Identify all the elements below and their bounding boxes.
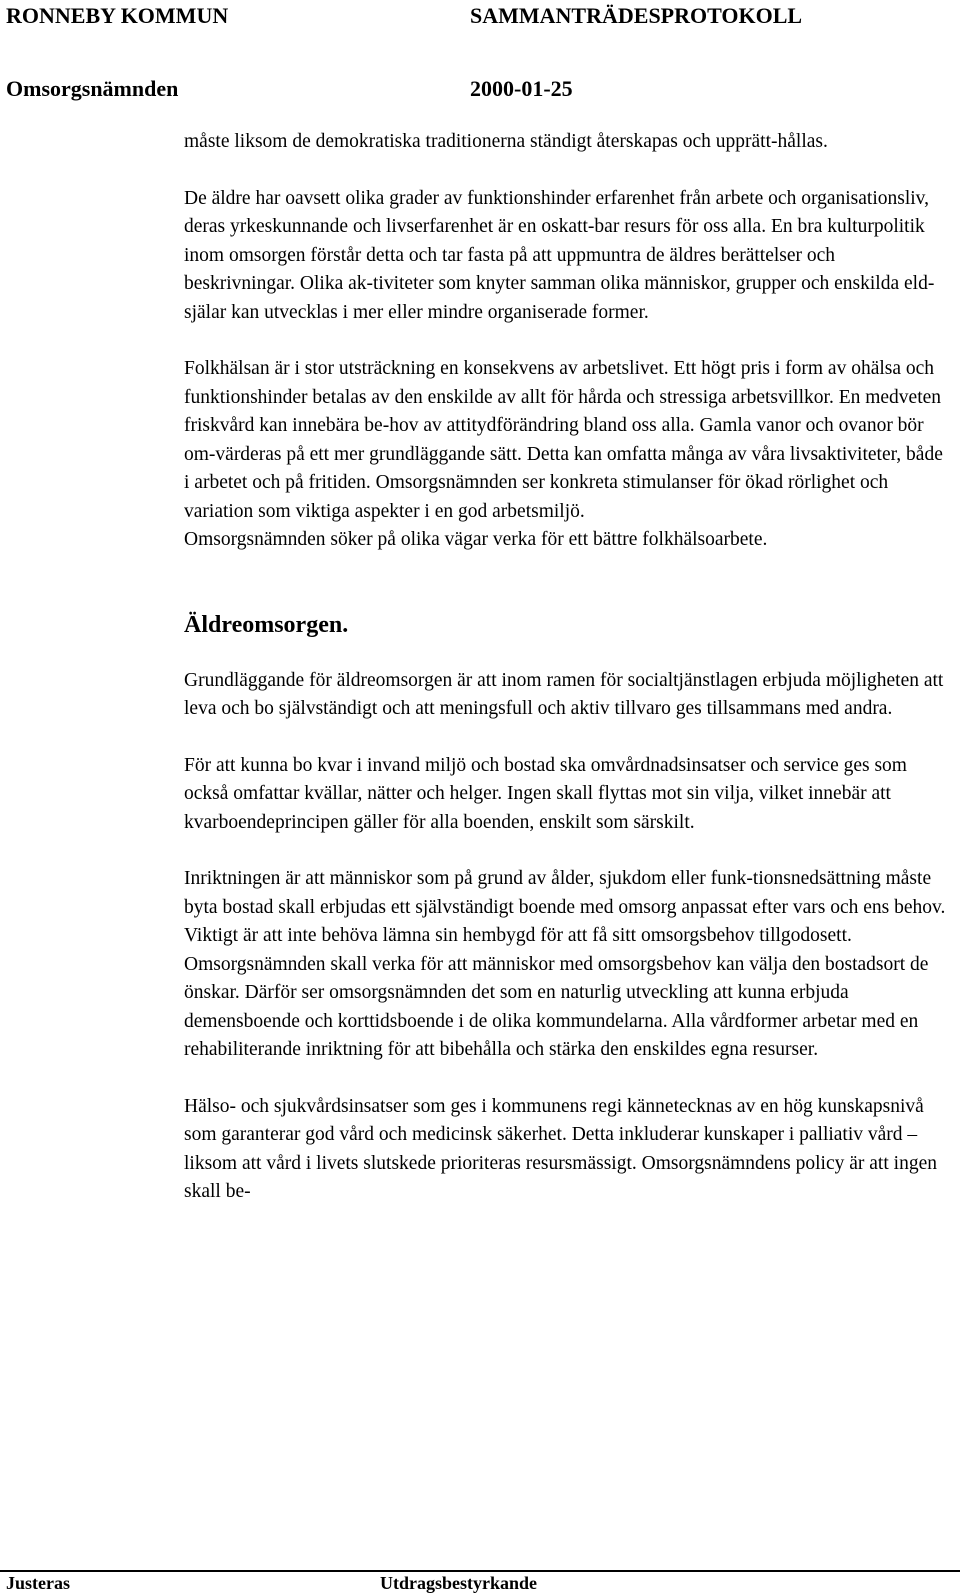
municipality-name: RONNEBY KOMMUN bbox=[6, 3, 229, 28]
paragraph: måste liksom de demokratiska traditionerna ständigt återskapas och upprätt-hållas. bbox=[184, 131, 828, 152]
document-type: SAMMANTRÄDESPROTOKOLL bbox=[470, 3, 803, 28]
paragraph: För att kunna bo kvar i invand miljö och bostad ska omvårdnadsinsatser och service ges som också omfattar kvällar, nätter och helger. Ingen skall flyttas mot sin vilja, vilket innebär att kvarboendeprincipen gäller för alla boenden, enskilt som särskilt. bbox=[184, 754, 907, 833]
paragraph: Omsorgsnämnden söker på olika vägar verka för ett bättre folkhälsoarbete. bbox=[184, 529, 768, 550]
footer-utdragsbestyrkande: Utdragsbestyrkande bbox=[380, 1573, 538, 1593]
paragraph: Viktigt är att inte behöva lämna sin hembygd för att få sitt omsorgsbehov tillgodosett. bbox=[184, 925, 852, 946]
footer-justeras: Justeras bbox=[6, 1573, 70, 1593]
section-heading: Äldreomsorgen. bbox=[184, 611, 349, 638]
meeting-date: 2000-01-25 bbox=[470, 76, 573, 101]
paragraph: Inriktningen är att människor som på grund av ålder, sjukdom eller funk-tionsnedsättning måste byta bostad skall erbjudas ett självständigt boende med omsorg anpassat efter vars och ens behov. bbox=[184, 868, 946, 918]
paragraph: Folkhälsan är i stor utsträckning en konsekvens av arbetslivet. Ett högt pris i form av ohälsa och funktionshinder betalas av den enskilde av allt för hårda och stressiga arbetsvillkor. En medveten friskvård kan innebära be-hov av attitydförändring bland oss alla. Gamla vanor och ovanor bör om-värderas på ett mer grundläggande sätt. Detta kan omfatta många av våra livsaktiviteter, både i arbetet och på fritiden. Omsorgsnämnden ser konkreta stimulanser för ökad rörlighet och variation som viktiga aspekter i en god arbetsmiljö. bbox=[184, 358, 943, 522]
document-body bbox=[184, 128, 950, 1207]
paragraph: Grundläggande för äldreomsorgen är att inom ramen för socialtjänstlagen erbjuda möjligheten att leva och bo självständigt och att meningsfull och aktiv tillvaro ges tillsammans med andra. bbox=[184, 669, 944, 719]
paragraph: Hälso- och sjukvårdsinsatser som ges i kommunens regi kännetecknas av en hög kunskapsnivå som garanterar god vård och medicinsk säkerhet. Detta inkluderar kunskaper i palliativ vård – liksom att vård i livets slutskede prioriteras resursmässigt. Omsorgsnämndens policy är att ingen skall be- bbox=[184, 1095, 937, 1202]
committee-name: Omsorgsnämnden bbox=[6, 76, 179, 101]
paragraph: Omsorgsnämnden skall verka för att människor med omsorgsbehov kan välja den bostadsort de önskar. Därför ser omsorgsnämnden det som en naturlig utveckling att kunna erbjuda demensboende och korttidsboende i de olika kommundelarna. Alla vårdformer arbetar med en rehabiliterande inriktning för att bibehålla och stärka den enskildes egna resurser. bbox=[184, 953, 929, 1060]
paragraph: De äldre har oavsett olika grader av funktionshinder erfarenhet från arbete och organisationsliv, deras yrkeskunnande och livserfarenhet är en oskatt-bar resurs för oss alla. En bra kulturpolitik inom omsorgen förstår detta och tar fasta på att uppmuntra de äldres berättelser och beskrivningar. Olika ak-tiviteter som knyter samman olika människor, grupper och enskilda eld-själar kan utvecklas i mer eller mindre organiserade former. bbox=[184, 187, 935, 323]
